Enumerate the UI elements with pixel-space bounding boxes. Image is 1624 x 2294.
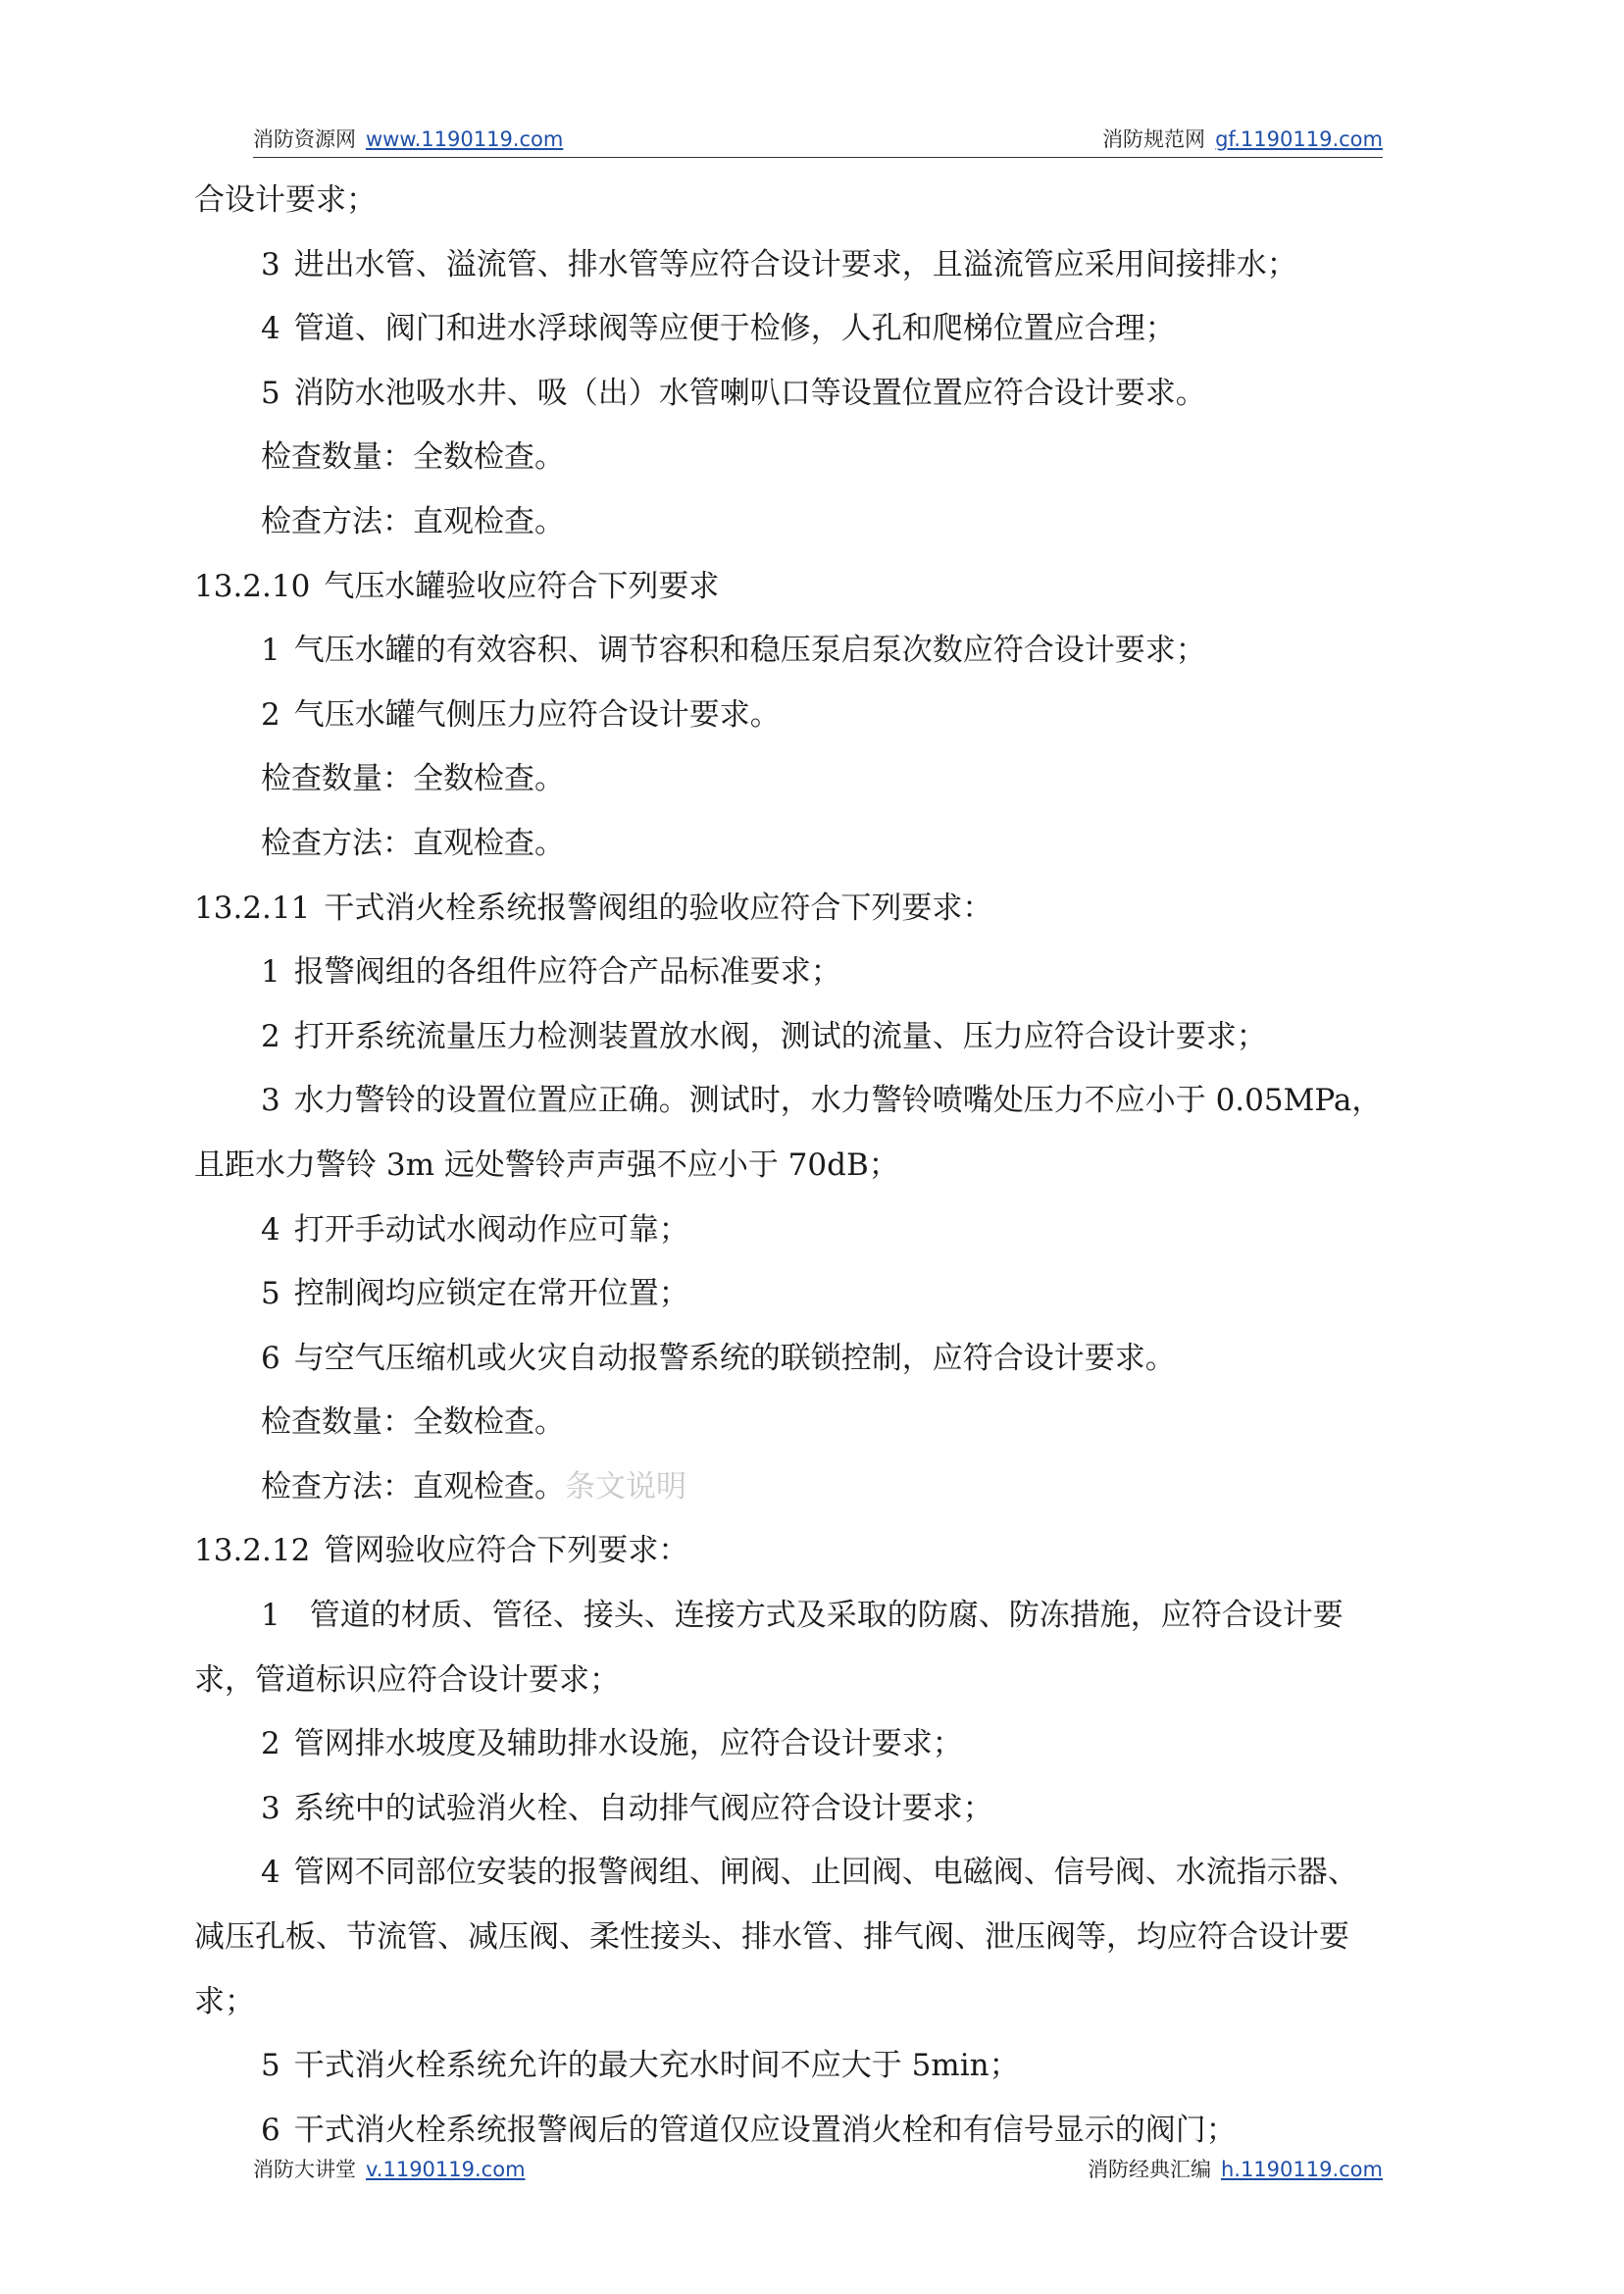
header-right-label: 消防规范网 xyxy=(1102,127,1206,151)
item-number: 5 xyxy=(261,1276,280,1312)
list-item xyxy=(194,1005,1442,1070)
clause-title: 管网验收应符合下列要求： xyxy=(324,1533,689,1569)
clause-heading xyxy=(194,1519,1442,1584)
clause-title: 气压水罐验收应符合下列要求 xyxy=(324,568,720,604)
list-item xyxy=(194,684,1442,748)
item-number: 5 xyxy=(261,375,280,411)
item-text: 系统中的试验消火栓、自动排气阀应符合设计要求； xyxy=(293,1790,993,1826)
list-item xyxy=(194,1262,1442,1327)
item-number: 2 xyxy=(261,1726,280,1762)
list-item xyxy=(194,941,1442,1005)
clause-heading xyxy=(194,877,1442,942)
list-item xyxy=(194,1712,1442,1777)
clause-number: 13.2.12 xyxy=(194,1533,311,1569)
footer-left-label: 消防大讲堂 xyxy=(253,2158,356,2181)
list-item xyxy=(194,1777,1442,1842)
item-number: 1 xyxy=(261,954,280,991)
list-item xyxy=(194,619,1442,684)
list-item xyxy=(194,362,1442,427)
item-text: 打开手动试水阀动作应可靠； xyxy=(293,1211,689,1248)
item-number: 6 xyxy=(261,2112,280,2148)
check-method-text: 检查方法：直观检查。 xyxy=(261,1468,565,1504)
item-text: 报警阀组的各组件应符合产品标准要求； xyxy=(293,954,841,991)
document-body xyxy=(194,169,1442,2163)
page-header xyxy=(253,118,1383,158)
list-item xyxy=(194,1069,1442,1134)
clause-number: 13.2.10 xyxy=(194,568,311,604)
list-item xyxy=(194,2034,1442,2099)
check-quantity: 检查数量：全数检查。 xyxy=(261,761,565,797)
item-number: 2 xyxy=(261,1018,280,1054)
item-number: 3 xyxy=(261,246,280,282)
item-text: 进出水管、溢流管、排水管等应符合设计要求，且溢流管应采用间接排水； xyxy=(293,246,1297,282)
check-method xyxy=(194,1455,1442,1520)
header-left xyxy=(253,124,563,153)
item-text: 管网不同部位安装的报警阀组、闸阀、止回阀、电磁阀、信号阀、水流指示器、 xyxy=(293,1855,1358,1891)
footer-left xyxy=(253,2154,526,2183)
list-item xyxy=(194,297,1442,362)
paragraph-line: 减压孔板、节流管、减压阀、柔性接头、排水管、排气阀、泄压阀等，均应符合设计要 xyxy=(194,1919,1349,1956)
clause-heading xyxy=(194,555,1442,620)
list-item xyxy=(194,1327,1442,1392)
item-number: 6 xyxy=(261,1340,280,1376)
check-method: 检查方法：直观检查。 xyxy=(261,825,565,861)
item-number: 3 xyxy=(261,1083,280,1119)
item-text: 消防水池吸水井、吸（出）水管喇叭口等设置位置应符合设计要求。 xyxy=(293,375,1206,411)
item-number: 3 xyxy=(261,1790,280,1826)
item-text: 气压水罐气侧压力应符合设计要求。 xyxy=(293,696,781,733)
clause-number: 13.2.11 xyxy=(194,890,311,926)
item-text: 干式消火栓系统报警阀后的管道仅应设置消火栓和有信号显示的阀门； xyxy=(293,2112,1237,2148)
page-footer xyxy=(253,2148,1383,2187)
header-right-link[interactable]: gf.1190119.com xyxy=(1215,127,1383,151)
footer-right-label: 消防经典汇编 xyxy=(1087,2158,1211,2181)
list-item xyxy=(194,1198,1442,1263)
item-text: 管道、阀门和进水浮球阀等应便于检修，人孔和爬梯位置应合理； xyxy=(293,311,1176,347)
list-item xyxy=(194,1584,1442,1649)
footer-right xyxy=(1088,2154,1383,2183)
item-number: 4 xyxy=(261,1855,280,1891)
item-text: 气压水罐的有效容积、调节容积和稳压泵启泵次数应符合设计要求； xyxy=(293,633,1206,669)
check-method: 检查方法：直观检查。 xyxy=(261,503,565,539)
item-number: 2 xyxy=(261,696,280,733)
paragraph-line: 求； xyxy=(194,1983,255,2019)
header-left-label: 消防资源网 xyxy=(253,127,356,151)
list-item xyxy=(194,233,1442,298)
check-quantity: 检查数量：全数检查。 xyxy=(261,439,565,476)
item-text: 与空气压缩机或火灾自动报警系统的联锁控制，应符合设计要求。 xyxy=(293,1340,1176,1376)
item-text: 干式消火栓系统允许的最大充水时间不应大于 5min； xyxy=(293,2048,1020,2084)
clause-title: 干式消火栓系统报警阀组的验收应符合下列要求： xyxy=(324,890,993,926)
item-text: 控制阀均应锁定在常开位置； xyxy=(293,1276,689,1312)
clause-explanation-link[interactable]: 条文说明 xyxy=(565,1468,686,1504)
item-number: 5 xyxy=(261,2048,280,2084)
paragraph-line: 合设计要求； xyxy=(194,182,377,218)
item-number: 4 xyxy=(261,1211,280,1248)
item-number: 4 xyxy=(261,311,280,347)
item-text: 打开系统流量压力检测装置放水阀，测试的流量、压力应符合设计要求； xyxy=(293,1018,1267,1054)
list-item xyxy=(194,1841,1442,1906)
paragraph-line: 求，管道标识应符合设计要求； xyxy=(194,1661,620,1698)
header-right xyxy=(1102,124,1383,153)
item-number: 1 xyxy=(261,1598,280,1634)
paragraph-line: 且距水力警铃 3m 远处警铃声声强不应小于 70dB； xyxy=(194,1147,899,1183)
item-text: 管网排水坡度及辅助排水设施，应符合设计要求； xyxy=(293,1726,963,1762)
check-quantity: 检查数量：全数检查。 xyxy=(261,1404,565,1441)
footer-right-link[interactable]: h.1190119.com xyxy=(1220,2158,1383,2181)
item-number: 1 xyxy=(261,633,280,669)
item-text: 管道的材质、管径、接头、连接方式及采取的防腐、防冻措施，应符合设计要 xyxy=(309,1598,1344,1634)
item-text: 水力警铃的设置位置应正确。测试时，水力警铃喷嘴处压力不应小于 0.05MPa， xyxy=(293,1083,1383,1119)
header-left-link[interactable]: www.1190119.com xyxy=(366,127,564,151)
footer-left-link[interactable]: v.1190119.com xyxy=(366,2158,526,2181)
